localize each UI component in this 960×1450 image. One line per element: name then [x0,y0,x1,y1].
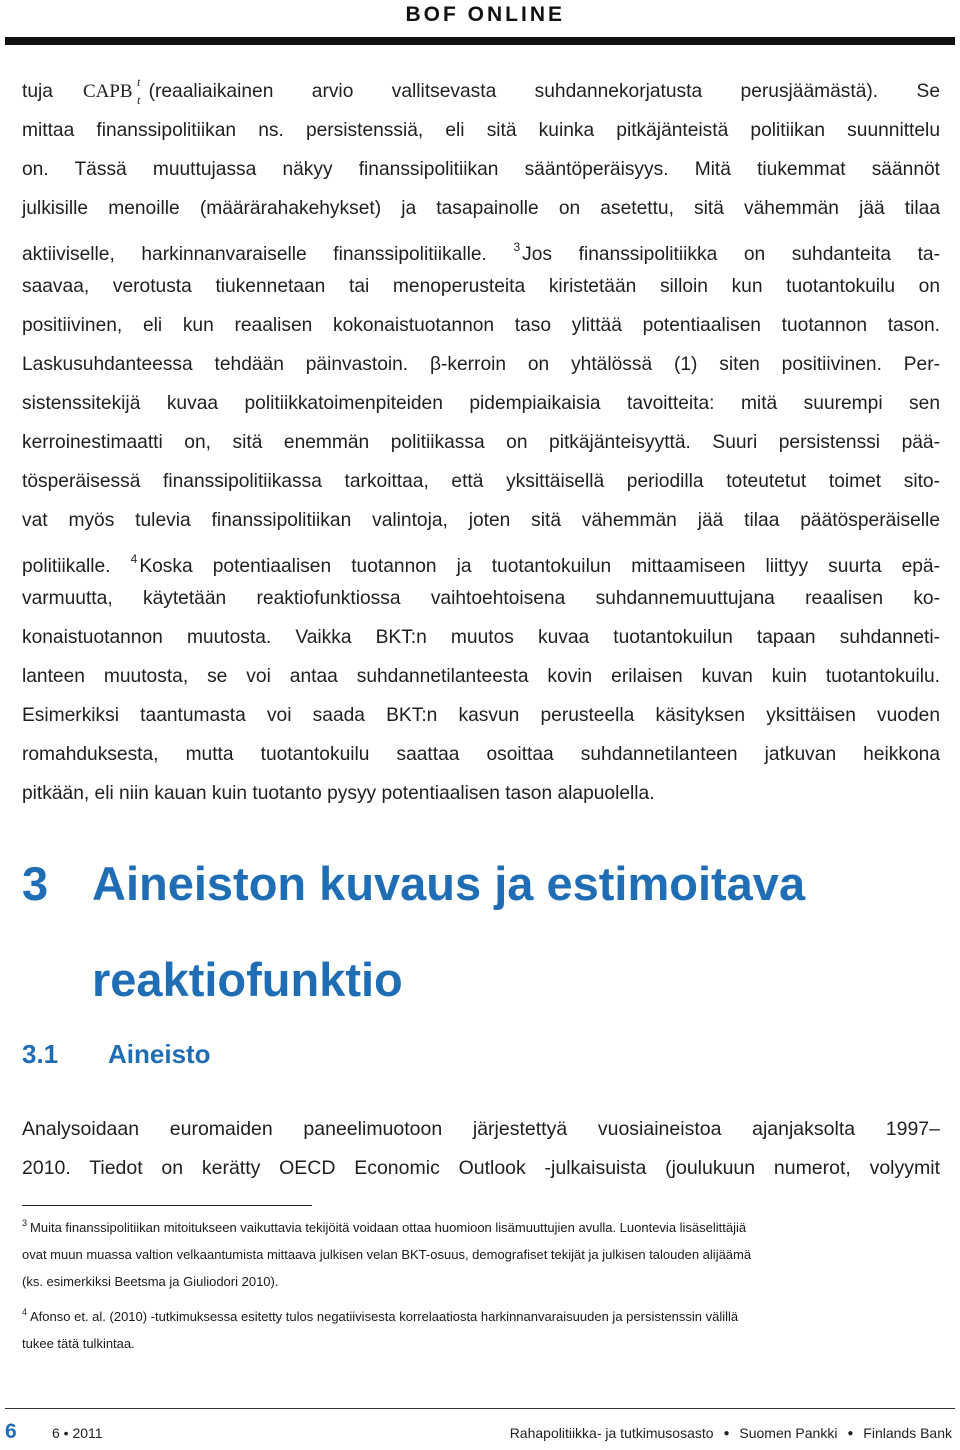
body-line-6: saavaa, verotusta tiukennetaan tai menoperusteita kiristetään silloin kun tuotantokuilu on [22,276,940,297]
header-bar [5,37,955,45]
body-line-17: Esimerkiksi taantumasta voi saada BKT:n kasvun perusteella käsityksen yksittäisen vuoden [22,705,940,726]
footer-rule [5,1408,955,1409]
body2-line-2: 2010. Tiedot on kerätty OECD Economic Outlook -julkaisuista (joulukuun numerot, volyymit [22,1157,940,1179]
bullet-icon: ● [847,1428,854,1439]
body-line-14: varmuutta, käytetään reaktiofunktiossa vaihtoehtoisena suhdannemuuttujana reaalisen ko- [22,588,940,609]
bullet-icon: ● [723,1428,730,1439]
header-title: BOF ONLINE [405,3,565,26]
footnote-ref-3[interactable]: 3 [513,240,521,254]
footnote-separator [22,1205,312,1206]
footnote-4-mark: 4 [22,1307,28,1317]
footer-publisher [510,1425,952,1441]
section-title-line2: reaktiofunktio [92,953,403,1006]
section-title-line1: Aineiston kuvaus ja estimoitava [92,857,806,910]
capb-formula: CAPB t t [82,75,141,107]
footnote-3-line-1: $^3$ Muita finanssipolitiikan mitoitukseen vaikuttavia tekijöitä voidaan ottaa huomioon lisämuuttujien avulla. Luontevia lisäselittäjiä [22,1218,747,1235]
body2-paragraph [22,1110,940,1188]
body-line-11: tösperäisessä finanssipolitiikassa tarkoittaa, että yksittäisellä periodilla toteutetut toimet sito- [22,471,940,492]
body-line-4: julkisille menoille (määrärahakehykset) ja tasapainolle on asetettu, sitä vähemmän jää tilaa [22,198,940,219]
footnotes [22,1210,940,1357]
body-line-19: pitkään, eli niin kauan kuin tuotanto pysyy potentiaalisen tason alapuolella. [22,783,655,804]
footnote-3-line-2: ovat muun muassa valtion velkaantumista mittaava julkisen velan BKT-osuus, demografiset tekijät ja julkisen talouden alijäämä [22,1247,752,1262]
body-line-2: mittaa finanssipolitiikan ns. persistenssiä, eli sitä kuinka pitkäjänteistä politiikan suunnittelu [22,120,940,141]
section-heading [22,836,805,1028]
footer-bank-fi: Suomen Pankki [739,1425,838,1441]
body2-line-1: Analysoidaan euromaiden paneelimuotoon järjestettyä vuosiaineistoa ajanjaksolta 1997– [22,1118,940,1140]
body-line-10: kerroinestimaatti on, sitä enemmän politiikassa on pitkäjänteisyyttä. Suuri persistenssi pää- [22,432,940,453]
footnote-3-line-3: (ks. esimerkiksi Beetsma ja Giuliodori 2010). [22,1274,279,1289]
subsection-number: 3.1 [22,1039,59,1069]
body-line-3: on. Tässä muuttujassa näkyy finanssipolitiikan sääntöperäisyys. Mitä tiukemmat säännöt [22,159,940,180]
footer-issue: 6 • 2011 [52,1425,103,1441]
body-line-8: Laskusuhdanteessa tehdään päinvastoin. β-kerroin on yhtälössä (1) siten positiivinen. Per- [22,354,940,375]
body-line-5: aktiiviselle, harkinnanvaraiselle finanssipolitiikalle. $^3$ Jos finanssipolitiikka on suhdanteita ta- [22,240,940,265]
body-line-12: vat myös tulevia finanssipolitiikan valintoja, joten sitä vähemmän jää tilaa päätösperäiselle [22,510,940,531]
body-line-15: konaistuotannon muutosta. Vaikka BKT:n muutos kuvaa tuotantokuilun tapaan suhdanneti- [22,627,940,648]
body-line-18: romahduksesta, mutta tuotantokuilu saattaa osoittaa suhdannetilanteen jatkuvan heikkona [22,744,940,765]
footnote-ref-4[interactable]: 4 [130,552,138,566]
body-line-7: positiivinen, eli kun reaalisen kokonaistuotannon taso ylittää potentiaalisen tuotannon tason. [22,315,940,336]
footnote-4-line-2: tukee tätä tulkintaa. [22,1336,135,1351]
body-line-13: politiikalle. $^4$ Koska potentiaalisen tuotannon ja tuotantokuilun mittaamiseen liittyy suurta epä- [22,552,940,577]
subsection-title: Aineisto [108,1039,211,1069]
footer-department: Rahapolitiikka- ja tutkimusosasto [509,1425,714,1441]
body-line-16: lanteen muutosta, se voi antaa suhdannetilanteesta kovin erilaisen kuvan kuin tuotantokuilu. [22,666,940,687]
footer-page-number: 6 [5,1420,17,1443]
body-line-1: tuja CAPB t t (reaaliaikainen arvio vallitsevasta suhdannekorjatusta perusjäämästä). Se [22,72,940,111]
footnote-3-mark: 3 [22,1218,28,1228]
section-number: 3 [22,857,49,910]
body-line-9: sistenssitekijä kuvaa politiikkatoimenpiteiden pidempiaikaisia tavoitteita: mitä suurempi sen [22,393,940,414]
subsection-heading [22,1036,211,1072]
footer-bank-sv: Finlands Bank [863,1425,952,1441]
body-paragraph [22,72,940,813]
footnote-4-line-1: $^4$ Afonso et. al. (2010) -tutkimuksessa esitetty tulos negatiivisesta korrelaatiosta harkinnanvaraisuuden ja persistenssin välillä [22,1307,739,1324]
